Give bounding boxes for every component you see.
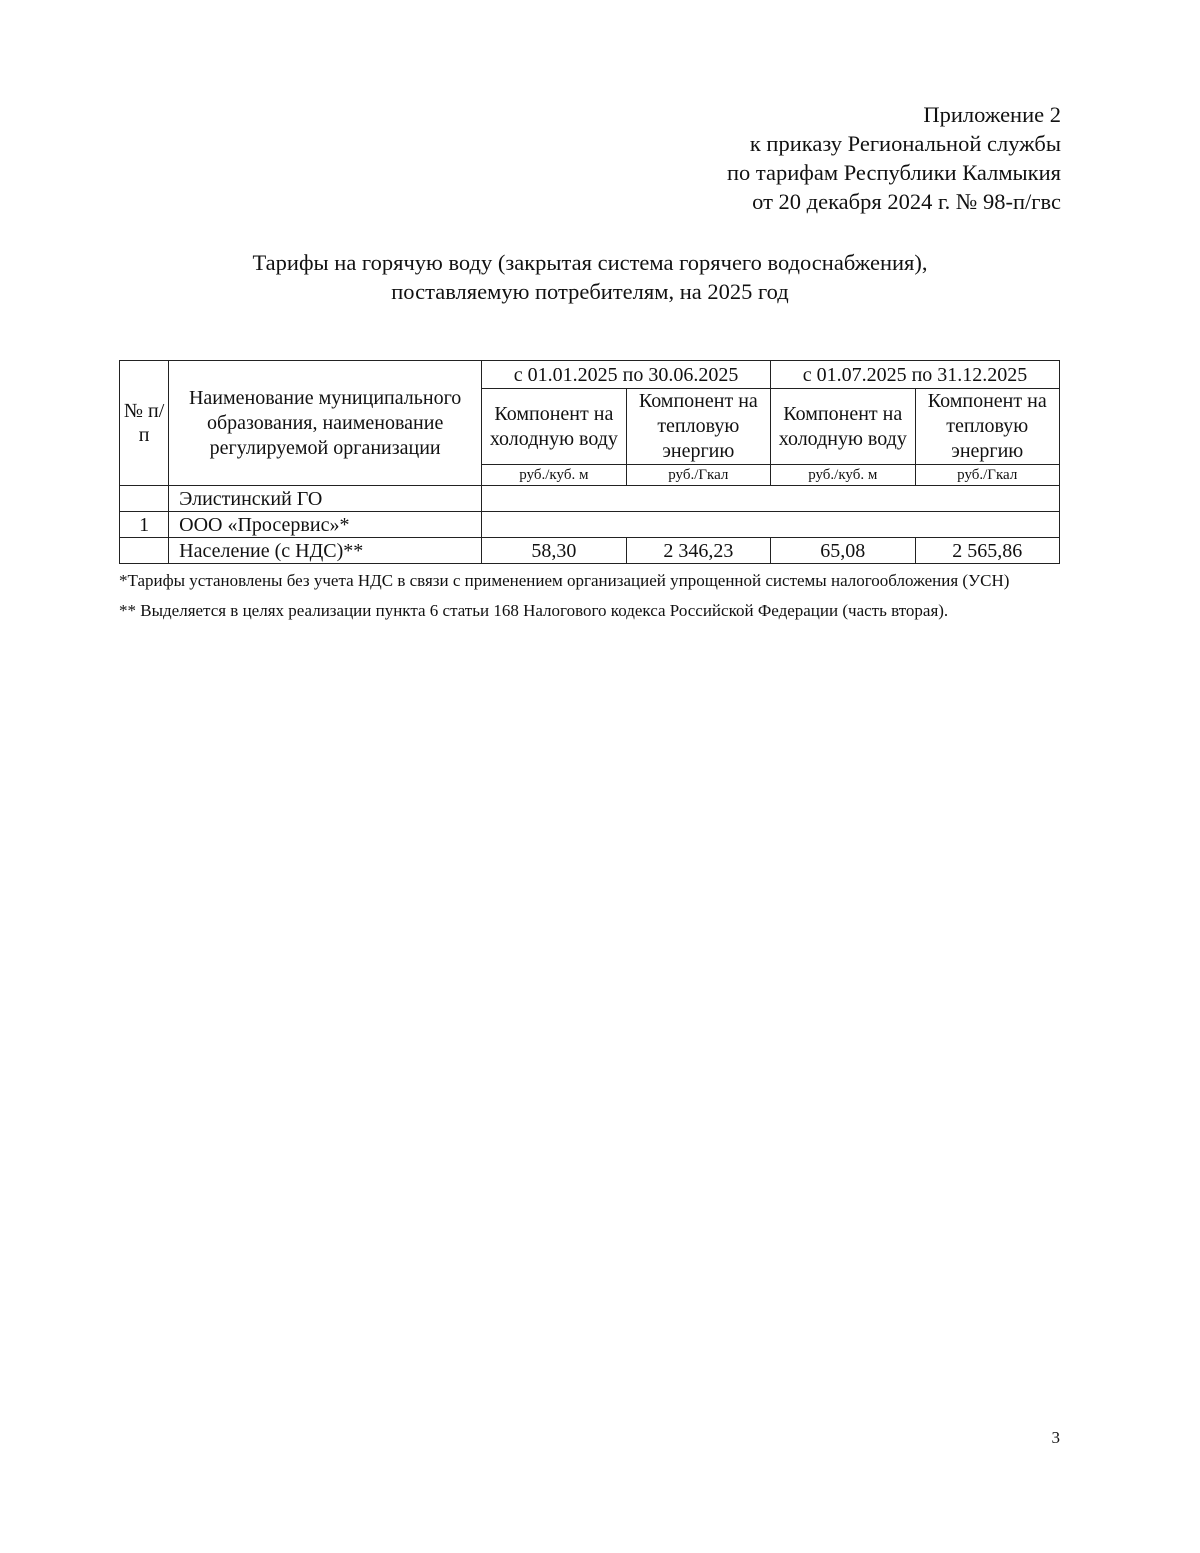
document-title (120, 248, 1060, 306)
title-line-1: Тарифы на горячую воду (закрытая система горячего водоснабжения), (252, 250, 928, 275)
table-row (120, 486, 1060, 512)
appendix-line-4: от 20 декабря 2024 г. № 98-п/гвс (752, 189, 1061, 214)
value-cold-water-h2: 65,08 (771, 538, 915, 564)
appendix-line-3: по тарифам Республики Калмыкия (726, 160, 1061, 185)
row-empty-values (482, 512, 1060, 538)
header-period-2: с 01.07.2025 по 31.12.2025 (771, 361, 1060, 389)
table-row (120, 538, 1060, 564)
header-unit-2: руб./Гкал (626, 465, 770, 486)
appendix-header (541, 100, 1061, 216)
header-component-cold-water-1: Компонент на холодную воду (482, 389, 626, 465)
header-unit-3: руб./куб. м (771, 465, 915, 486)
row-number (120, 538, 169, 564)
footnote-1: *Тарифы установлены без учета НДС в связи с применением организацией упрощенной системы налогообложения (УСН) (119, 571, 1010, 590)
row-empty-values (482, 486, 1060, 512)
value-heat-h2: 2 565,86 (915, 538, 1060, 564)
footnotes (119, 568, 1060, 628)
header-component-heat-1: Компонент на тепловую энергию (626, 389, 770, 465)
row-number (120, 486, 169, 512)
value-heat-h1: 2 346,23 (626, 538, 770, 564)
row-name: Элистинский ГО (169, 486, 482, 512)
appendix-line-2: к приказу Региональной службы (749, 131, 1061, 156)
header-period-1: с 01.01.2025 по 30.06.2025 (482, 361, 771, 389)
tariff-table (119, 360, 1060, 564)
appendix-line-1: Приложение 2 (923, 102, 1061, 127)
title-line-2: поставляемую потребителям, на 2025 год (391, 279, 789, 304)
row-number: 1 (120, 512, 169, 538)
header-name: Наименование муниципального образования, наименование регулируемой организации (169, 361, 482, 486)
header-unit-4: руб./Гкал (915, 465, 1060, 486)
header-component-cold-water-2: Компонент на холодную воду (771, 389, 915, 465)
table-row (120, 512, 1060, 538)
row-name: Население (с НДС)** (169, 538, 482, 564)
row-name: ООО «Просервис»* (169, 512, 482, 538)
footnote-2: ** Выделяется в целях реализации пункта 6 статьи 168 Налогового кодекса Российской Федерации (часть вторая). (119, 601, 949, 620)
value-cold-water-h1: 58,30 (482, 538, 626, 564)
header-component-heat-2: Компонент на тепловую энергию (915, 389, 1060, 465)
header-number: № п/п (120, 361, 169, 486)
page-number: 3 (1051, 1428, 1060, 1447)
header-unit-1: руб./куб. м (482, 465, 626, 486)
